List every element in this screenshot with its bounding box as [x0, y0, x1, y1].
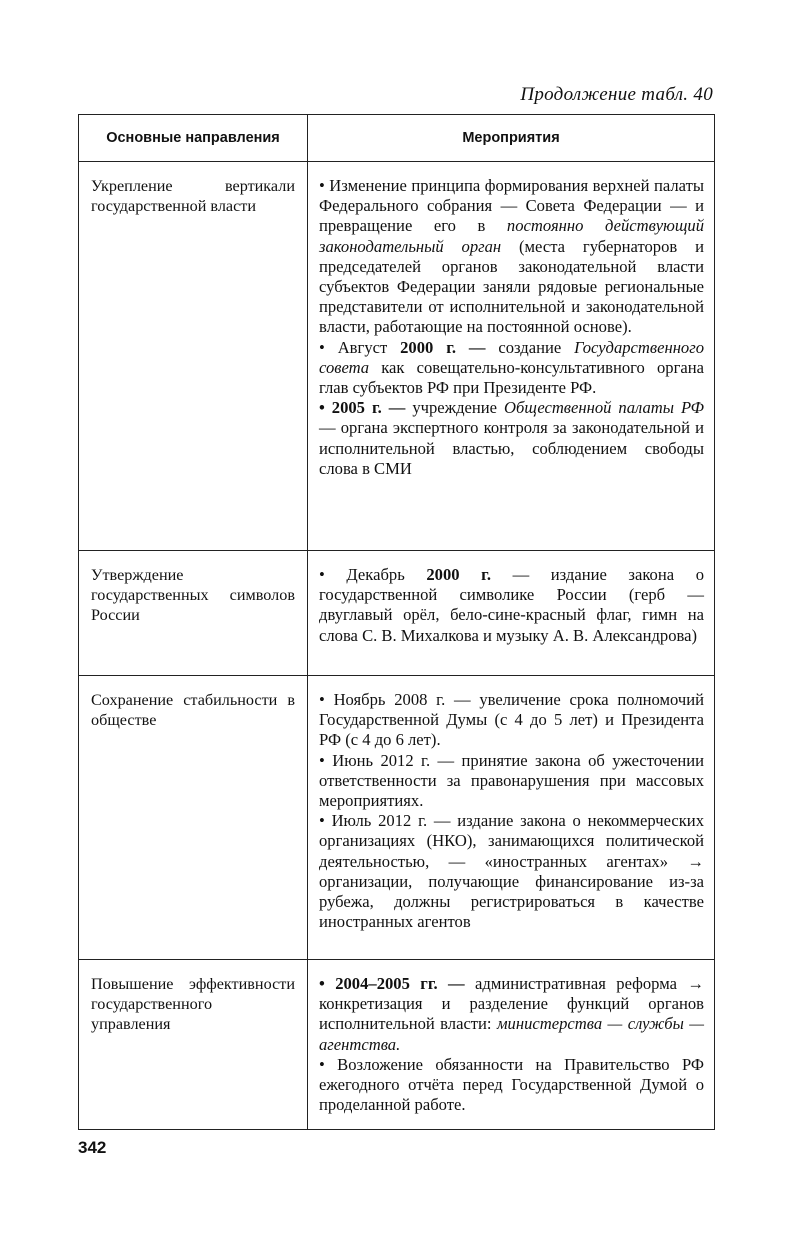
measure-text: • Декабрь — [319, 565, 427, 584]
measure-item — [319, 565, 704, 646]
measure-text: • 2004–2005 гг. — — [319, 974, 465, 993]
measure-text: 2000 г. — — [400, 337, 486, 357]
table-caption: Продолжение табл. 40 — [520, 84, 713, 105]
table-row — [79, 676, 715, 960]
table-row — [79, 551, 715, 676]
page-number: 342 — [78, 1138, 107, 1157]
measure-item — [319, 1055, 704, 1116]
measure-item — [319, 974, 704, 1055]
measure-text: • Изменение принципа формирования верхней палаты Федерального собрания — Совета Федерации — и превращение его в — [319, 176, 704, 236]
measure-text: — органа экспертного контроля за законодательной и исполнительной властью, соблюдением свободы слова в СМИ — [319, 418, 704, 478]
measure-text: (места губернаторов и председателей органов законодательной власти субъектов Федерации заняли рядовые региональные представители от исполнительной и законодательной власти, работающие на постоянной основе). — [319, 236, 704, 337]
measure-text: • Ноябрь 2008 г. — увеличение срока полномочий Государственной Думы (с 4 до 5 лет) и Президента РФ (с 4 до 6 лет). — [319, 690, 704, 750]
measure-text: учреждение — [405, 398, 505, 418]
measure-item — [319, 811, 704, 932]
measure-text: административная реформа → конкретизация и разделение функций органов исполнительной власти: — [319, 974, 704, 1034]
direction-cell: Утверждение государственных символов России — [79, 551, 308, 676]
measure-item — [319, 176, 704, 338]
measure-item — [319, 338, 704, 399]
table-row — [79, 162, 715, 551]
measure-text: — издание закона о государственной символике России (герб — двуглавый орёл, бело-сине-красный флаг, гимн на слова С. В. Михалкова и музыку А. В. Александрова) — [319, 565, 704, 645]
measure-item — [319, 690, 704, 751]
measure-text: • Июнь 2012 г. — принятие закона об ужесточении ответственности за правонарушения при массовых мероприятиях. — [319, 750, 704, 811]
measure-text: как совещательно-консультативного органа глав субъектов РФ при Президенте РФ. — [319, 357, 704, 398]
direction-cell: Повышение эффективности государственного управления — [79, 960, 308, 1130]
direction-cell: Сохранение стабильности в обществе — [79, 676, 308, 960]
measure-text: • Возложение обязанности на Правительство РФ ежегодного отчёта перед Государственной Думой о проделанной работе. — [319, 1054, 704, 1115]
direction-cell: Укрепление вертикали государственной власти — [79, 162, 308, 551]
measure-text: постоянно действующий законодательный орган — [319, 216, 704, 256]
measure-text: 2000 г. — [426, 565, 491, 584]
measure-item — [319, 751, 704, 812]
measure-text: • Август — [319, 337, 401, 357]
table-header-row — [79, 115, 715, 162]
measure-item — [319, 398, 704, 479]
measures-cell — [308, 676, 715, 960]
measures-cell — [308, 551, 715, 676]
measures-cell — [308, 162, 715, 551]
measure-text: • Июль 2012 г. — издание закона о некоммерческих организациях (НКО), занимающихся политической деятельностью, — «иностранных агентах» → организации, получающие финансирование из-за рубежа, должны регистрироваться в качестве иностранных агентов — [319, 811, 704, 932]
header-measures: Мероприятия — [308, 115, 715, 162]
measures-cell — [308, 960, 715, 1130]
measure-text: Общественной палаты РФ — [504, 398, 704, 418]
measure-text: министерства — службы — агентства. — [319, 1014, 705, 1054]
table-row — [79, 960, 715, 1130]
measure-text: Государственного совета — [319, 337, 704, 377]
measures-table — [78, 114, 715, 1130]
measure-text: • 2005 г. — — [319, 398, 406, 418]
header-direction: Основные направления — [79, 115, 308, 162]
measure-text: создание — [485, 337, 575, 357]
